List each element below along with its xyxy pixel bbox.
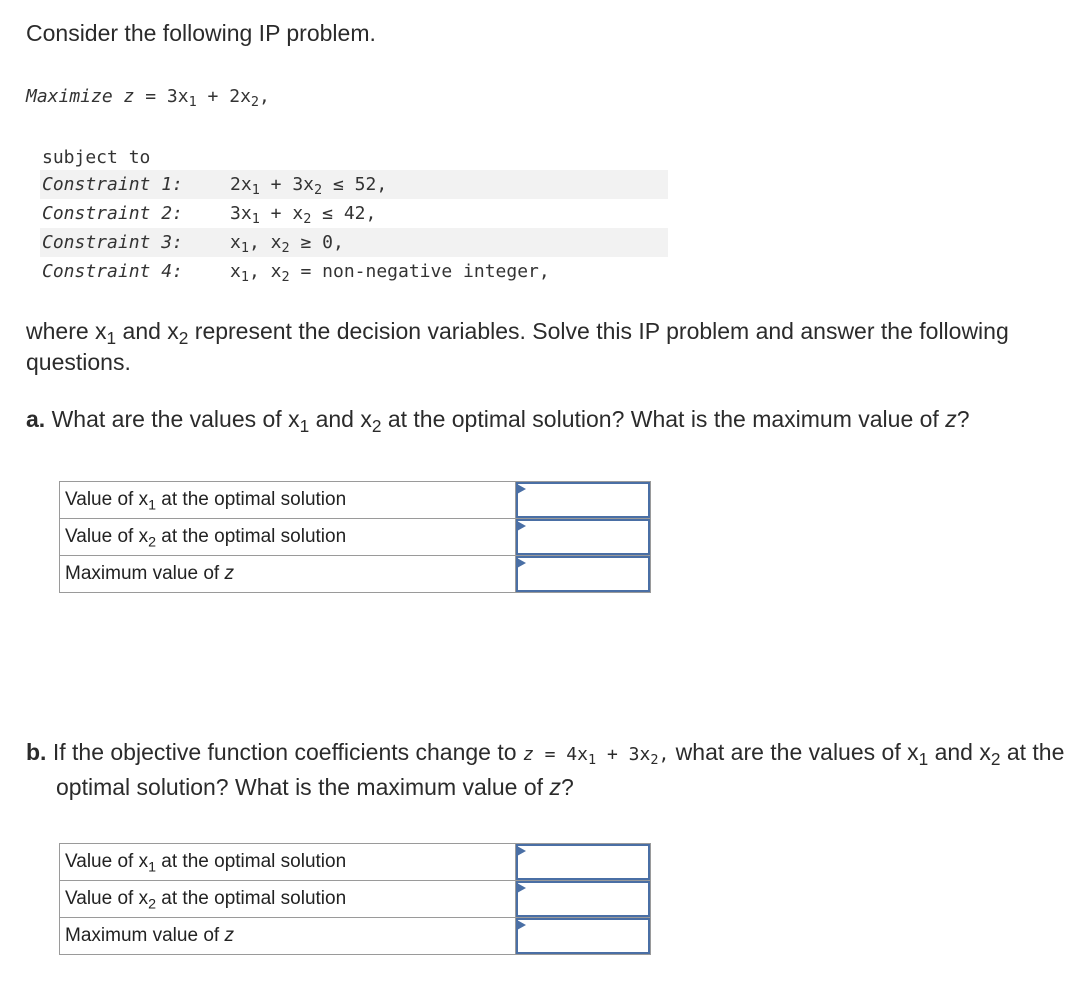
constraint-label: Constraint 3:: [42, 232, 183, 253]
table-row: [60, 482, 651, 519]
question-a: a. What are the values of $x_1$ and $x_2$ at the optimal solution? What is the maximum value of z?: [26, 406, 970, 437]
input-marker-icon: [517, 521, 526, 531]
answer-input-b-z[interactable]: [516, 918, 651, 955]
answer-input-b-x2[interactable]: [516, 881, 651, 918]
subject-to-label: subject to: [42, 147, 151, 168]
answer-label: Maximum value of z: [60, 556, 516, 593]
input-marker-icon: [517, 883, 526, 893]
constraint-row: [40, 228, 668, 257]
question-b-prefix: b.: [26, 739, 47, 765]
answer-label: Maximum value of z: [60, 918, 516, 955]
table-row: [60, 519, 651, 556]
constraint-label: Constraint 1:: [42, 174, 183, 195]
problem-description: where $x_1$ and $x_2$ represent the decision variables. Solve this IP problem and answer the following questions.: [26, 318, 1009, 375]
table-row: [60, 918, 651, 955]
question-b: b. If the objective function coefficients change to $z = 4x_1 + 3x_2$, what are the values of $x_1$ and $x_2$ at the optimal solution? What is the maximum value of z?: [26, 739, 1065, 800]
answer-table-b: [59, 843, 651, 955]
table-row: [60, 881, 651, 918]
table-row: [60, 556, 651, 593]
constraint-label: Constraint 4:: [42, 261, 183, 282]
intro-text: Consider the following IP problem.: [26, 20, 376, 46]
objective-function: Maximize $z = 3x_1 + 2x_2$,: [26, 86, 270, 111]
answer-input-b-x1[interactable]: [516, 844, 651, 881]
constraint-expression: $3x_1 + x_2 \le 42$,: [230, 203, 377, 228]
constraint-expression: $2x_1 + 3x_2 \le 52$,: [230, 174, 388, 199]
table-row: [60, 844, 651, 881]
question-a-prefix: a.: [26, 406, 46, 432]
input-marker-icon: [517, 558, 526, 568]
input-marker-icon: [517, 846, 526, 856]
answer-table-a: [59, 481, 651, 593]
constraint-row: [40, 199, 668, 228]
constraint-expression: $x_1$, $x_2 \ge 0$,: [230, 232, 344, 257]
answer-input-a-z[interactable]: [516, 556, 651, 593]
constraint-expression: $x_1$, $x_2$ = non-negative integer,: [230, 261, 550, 286]
answer-label: Value of $x_2$ at the optimal solution: [60, 519, 516, 556]
objective-label: Maximize z: [26, 86, 135, 107]
constraint-row: [40, 257, 668, 286]
answer-label: Value of $x_1$ at the optimal solution: [60, 844, 516, 881]
constraints-block: [40, 146, 668, 286]
constraint-row: [40, 170, 668, 199]
answer-label: Value of $x_1$ at the optimal solution: [60, 482, 516, 519]
answer-input-a-x1[interactable]: [516, 482, 651, 519]
constraint-label: Constraint 2:: [42, 203, 183, 224]
answer-input-a-x2[interactable]: [516, 519, 651, 556]
answer-label: Value of $x_2$ at the optimal solution: [60, 881, 516, 918]
input-marker-icon: [517, 484, 526, 494]
input-marker-icon: [517, 920, 526, 930]
